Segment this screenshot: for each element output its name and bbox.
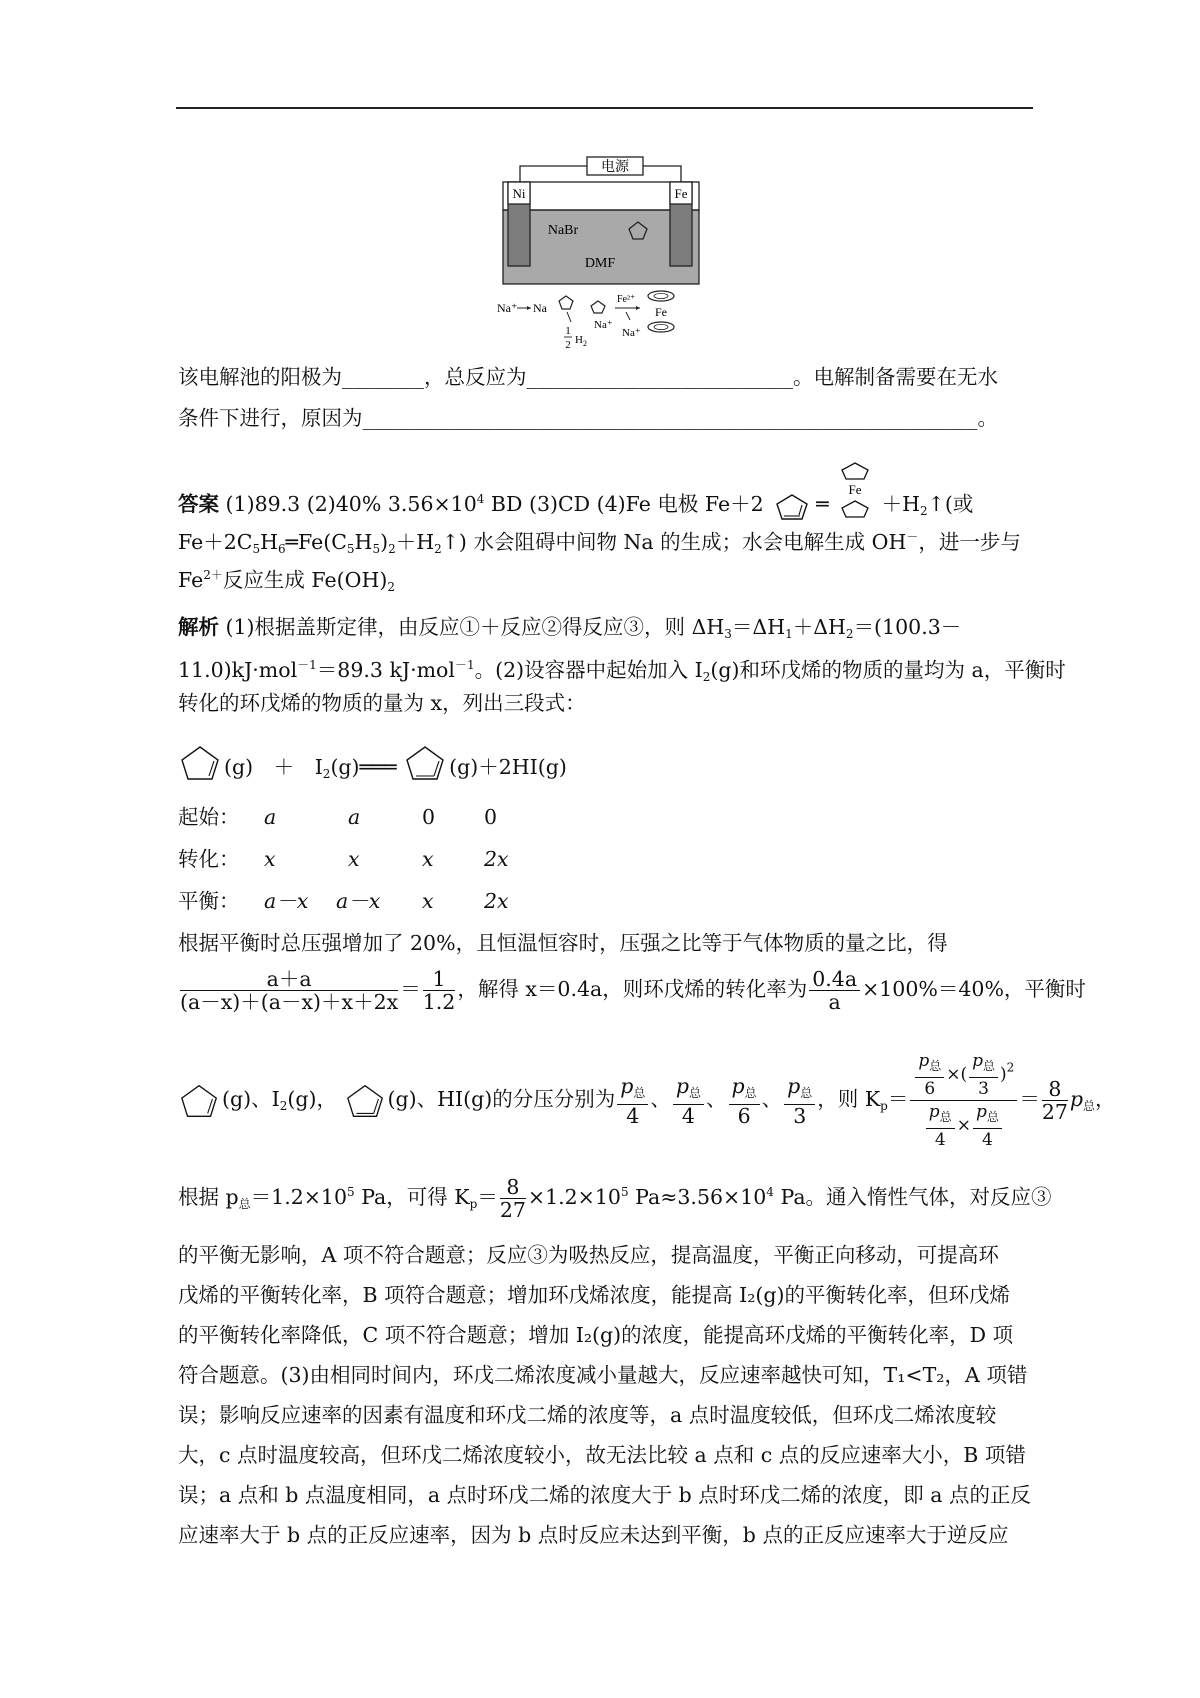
reaction-equation: $(g) + I_2(g)═══$ (g)＋2HI(g): [178, 752, 1034, 789]
svg-text:Na⁺: Na⁺: [622, 327, 641, 339]
question-line-1: 该电解池的阳极为________，总反应为__________________________。电解制备需要在无水: [178, 365, 998, 389]
svg-text:Na⁺: Na⁺: [594, 319, 613, 331]
svg-text:Fe: Fe: [655, 305, 667, 319]
cyclopentadiene-icon: [344, 1081, 388, 1121]
table-row: 平衡： a－x a－x x 2x: [178, 889, 509, 913]
ferrocene-icon: [835, 461, 875, 521]
analysis-label: 解析: [178, 615, 219, 639]
svg-text:H2: $H_2$: [575, 334, 587, 348]
electrolysis-diagram: [495, 150, 715, 350]
svg-text:Fe: Fe: [674, 186, 688, 201]
analysis-line-11: 大，c 点时温度较高，但环戊二烯浓度较小，故无法比较 a 点和 c 点的反应速率大小，B 项错: [178, 1443, 1026, 1467]
svg-text:1: 1: [565, 325, 571, 337]
kp-fraction: $\frac{p_总}{6}$ ×( $\frac{p_总}{3}$ )$^2$ $\frac{p_总}{4}$ × $\frac{p_总}{4}$: [910, 1050, 1017, 1151]
table-row: 转化： x x x 2x: [178, 847, 509, 871]
svg-text:Na⁺: Na⁺: [497, 301, 518, 315]
analysis-line-3: 转化的环戊烯的物质的量为 x，列出三段式：: [178, 691, 586, 715]
svg-text:2: 2: [565, 339, 571, 350]
fraction-conversion: $\frac{0.4a}{a}$: [809, 968, 860, 1013]
analysis-line-8: 的平衡转化率降低，C 项不符合题意；增加 I₂(g)的浓度，能提高环戊烯的平衡转化率，D 项: [178, 1323, 1014, 1347]
analysis-line-9: 符合题意。(3)由相同时间内，环戊二烯浓度减小量越大，反应速率越快可知，T₁<T₂，A 项错: [178, 1363, 1028, 1387]
analysis-line-1: 解析 (1)根据盖斯定律，由反应①＋反应②得反应③，则 $\Delta H_3=\Delta H_1+\Delta H_2=(100.3-$: [178, 615, 962, 641]
fraction-1: $\frac{a+a}{(a-x)+(a-x)+x+2x}$: [180, 967, 399, 1014]
analysis-line-10: 误；影响反应速率的因素有温度和环戊二烯的浓度等，a 点时温度较低，但环戊二烯浓度较: [178, 1403, 997, 1427]
svg-text:Na: Na: [533, 301, 547, 315]
electrolyte-label: NaBr: [547, 223, 579, 238]
power-label: 电源: [601, 160, 629, 175]
svg-text:Ni: Ni: [512, 186, 526, 201]
analysis-line-12: 误；a 点和 b 点温度相同，a 点时环戊二烯的浓度大于 b 点时环戊二烯的浓度，即 a 点的正反: [178, 1483, 1032, 1507]
cyclopentene-icon: [178, 1081, 222, 1121]
answer-line-1: 答案 (1)89.3 (2)40% $3.56\times 10^4$ BD (3)CD (4)Fe 电极 Fe＋2 ═ Fe $+H_2↑$(或: [178, 484, 1034, 526]
kp-line: (g)、$I_2(g)$， (g)、HI(g)的分压分别为 $\frac{p_总}{4}$ 、 $\frac{p_总}{4}$ 、 $\frac{p_总}{6}$ 、 $\frac{p_总}{3}$ ，则 $K_p=$ $\frac{p_总}{6}$ ×( $\frac{p_总}{3}$ )$^2$ $\frac{p_总}{4}$ × $\frac{p_总}{4}$ ＝ $\frac{8}{27}$ $p_总$，: [178, 1050, 1034, 1140]
svg-text:Fe²⁺: Fe²⁺: [617, 294, 636, 305]
question-line-2: 条件下进行，原因为____________________________________________________________。: [178, 406, 998, 430]
answer-line-3: $Fe^{2+}$反应生成 $Fe(OH)_2$: [178, 568, 395, 594]
answer-line-2: $Fe+2C_5H_6═Fe(C_5H_5)_2+H_2↑$) 水会阻碍中间物 Na 的生成；水会电解生成 OH－，进一步与: [178, 530, 1021, 556]
cyclopentadiene-icon: [403, 743, 449, 783]
top-rule: [176, 107, 1033, 109]
svg-text:Fe: Fe: [848, 481, 862, 497]
cyclopentene-icon: [178, 743, 224, 783]
fraction-ratio: $\frac{1}{1.2}$: [422, 967, 456, 1014]
analysis-line-6: 的平衡无影响，A 项不符合题意；反应③为吸热反应，提高温度，平衡正向移动，可提高环: [178, 1243, 999, 1267]
analysis-line-13: 应速率大于 b 点的正反应速率，因为 b 点时反应未达到平衡，b 点的正反应速率大于逆反应: [178, 1523, 1009, 1547]
cyclopentadiene-icon: [770, 491, 816, 521]
analysis-line-4: 根据平衡时总压强增加了 20%，且恒温恒容时，压强之比等于气体物质的量之比，得: [178, 931, 948, 955]
analysis-line-2: 11.0)kJ·mol$^{-1}$＝89.3 kJ·mol$^{-1}$。(2)设容器中起始加入 $I_2(g)$和环戊烯的物质的量均为 a，平衡时: [178, 658, 1066, 684]
table-row: 起始： a a 0 0: [178, 805, 498, 829]
answer-label: 答案: [178, 492, 219, 516]
analysis-line-5: 根据 $p_总=1.2\times 10^5$ Pa，可得 $K_p=$ $\frac{8}{27}$ $\times 1.2\times 10^5$ $Pa\approx 3.56\times 10^4$ Pa。通入惰性气体，对反应③: [178, 1175, 1052, 1222]
fraction-line: $\frac{a+a}{(a-x)+(a-x)+x+2x}$ ＝ $\frac{1}{1.2}$ ，解得 x＝0.4a，则环戊烯的转化率为 $\frac{0.4a}{a}$ ×100%＝40%，平衡时: [180, 967, 1086, 1014]
solvent-label: DMF: [584, 256, 616, 271]
analysis-line-7: 戊烯的平衡转化率，B 项符合题意；增加环戊烯浓度，能提高 I₂(g)的平衡转化率，但环戊烯: [178, 1283, 1011, 1307]
